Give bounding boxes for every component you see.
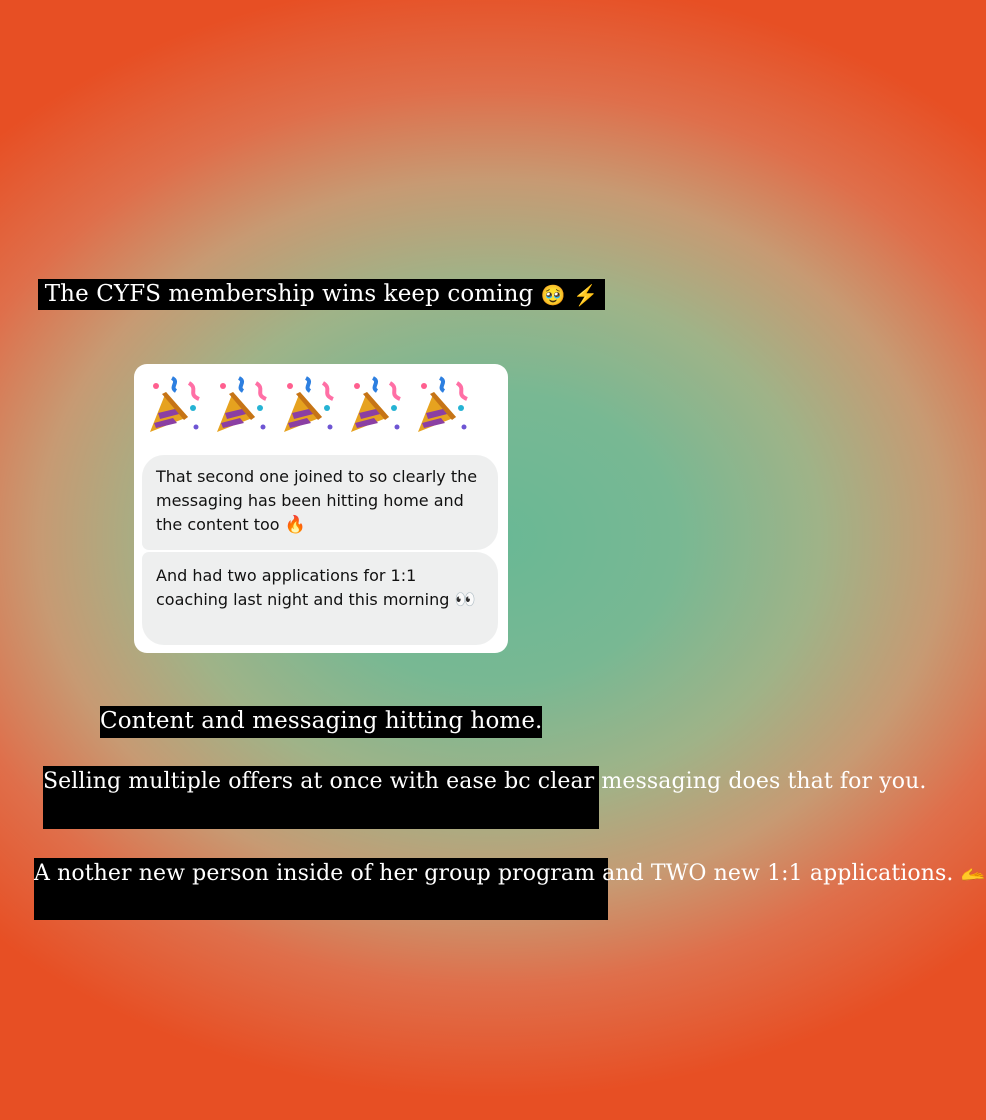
story-caption-line-1 [100,706,542,738]
story-caption-line-3 [34,858,986,920]
party-popper-icon [345,374,405,438]
message-bubble [142,552,498,645]
headline-caption [38,279,605,310]
eyes-emoji: 👀 [454,590,476,610]
party-popper-row [144,374,472,438]
message-text: That second one joined to so clearly the messaging has been hitting home and the content too [156,467,478,534]
party-popper-icon [144,374,204,438]
party-popper-icon [211,374,271,438]
hand-emoji: 🫴 [960,862,986,886]
caption-text: Content and messaging hitting home. [100,708,543,734]
story-caption-line-2 [43,766,927,829]
message-bubble [142,455,498,550]
fire-emoji: 🔥 [284,515,306,535]
caption-text: Selling multiple offers at once with ease bc clear messaging does that for you. [43,769,927,794]
message-text: And had two applications for 1:1 coaching last night and this morning [156,566,450,609]
headline-text: The CYFS membership wins keep coming [44,281,534,307]
caption-text: A nother new person inside of her group program and TWO new 1:1 applications. [34,861,954,886]
party-popper-icon [278,374,338,438]
lightning-emoji: ⚡ [573,283,599,307]
party-popper-icon [412,374,472,438]
pleading-face-emoji: 🥹 [540,283,566,307]
dm-screenshot-card [134,364,508,653]
